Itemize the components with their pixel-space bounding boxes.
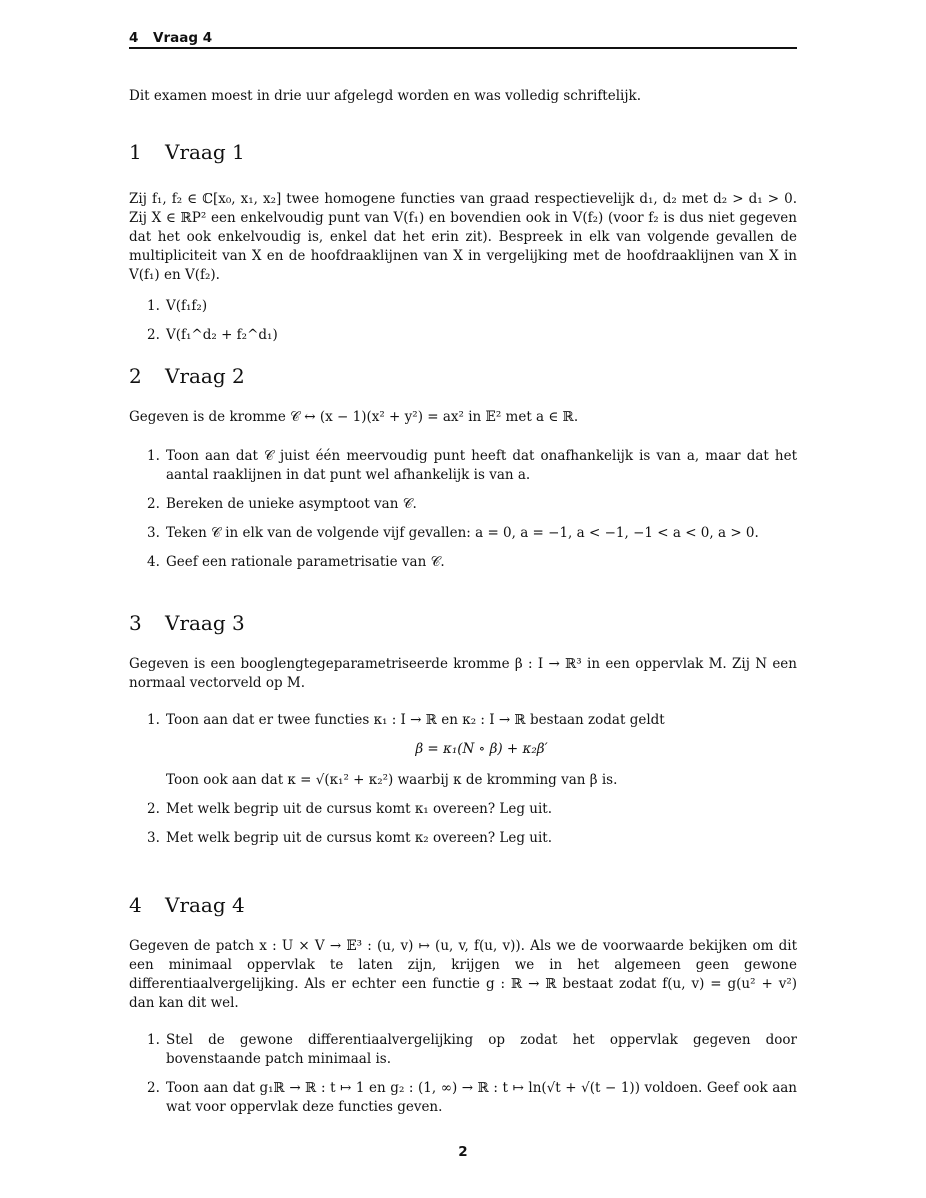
item-number: 4.: [147, 554, 160, 570]
item-number: 3.: [147, 525, 160, 541]
item-followup: Toon ook aan dat κ = √(κ₁² + κ₂²) waarbij κ de kromming van β is.: [166, 772, 618, 788]
section-title: [129, 893, 797, 917]
section-heading: Vraag 4: [165, 893, 245, 917]
list-item: [129, 524, 797, 543]
item-number: 1.: [147, 712, 160, 728]
section-vraag-1: [129, 140, 797, 355]
item-text: V(f₁^d₂ + f₂^d₁): [166, 327, 278, 343]
section-heading: Vraag 2: [165, 364, 245, 388]
section-body: Gegeven is een booglengtegeparametriseerde kromme β : I → ℝ³ in een oppervlak M. Zij N een normaal vectorveld op M.: [129, 656, 797, 691]
item-number: 2.: [147, 327, 160, 343]
list-item: [129, 553, 797, 572]
list-item: [129, 829, 797, 848]
item-text: Toon aan dat 𝒞 juist één meervoudig punt heeft dat onafhankelijk is van a, maar dat het aantal raaklijnen in dat punt wel afhankelijk is van a.: [166, 448, 797, 483]
item-number: 2.: [147, 801, 160, 817]
list-item: [129, 447, 797, 485]
list-item: [129, 326, 797, 345]
section-title: [129, 140, 797, 164]
section-title: [129, 364, 797, 388]
question-list: [129, 1031, 797, 1117]
question-list: [129, 447, 797, 572]
item-text: Geef een rationale parametrisatie van 𝒞.: [166, 554, 445, 570]
section-number: 3: [129, 611, 142, 635]
section-vraag-4: [129, 893, 797, 1127]
section-number: 1: [129, 140, 142, 164]
item-text: Stel de gewone differentiaalvergelijking op zodat het oppervlak gegeven door bovenstaande patch minimaal is.: [166, 1032, 797, 1067]
list-item: [129, 297, 797, 316]
item-number: 1.: [147, 1032, 160, 1048]
intro-text: Dit examen moest in drie uur afgelegd worden en was volledig schriftelijk.: [129, 88, 642, 104]
item-text: V(f₁f₂): [166, 298, 208, 314]
section-heading: Vraag 1: [165, 140, 245, 164]
item-text: Toon aan dat er twee functies κ₁ : I → ℝ en κ₂ : I → ℝ bestaan zodat geldt: [166, 712, 665, 728]
list-item: [129, 711, 797, 790]
item-text: Bereken de unieke asymptoot van 𝒞.: [166, 496, 417, 512]
item-text: Teken 𝒞 in elk van de volgende vijf gevallen: a = 0, a = −1, a < −1, −1 < a < 0, a > 0.: [166, 525, 759, 541]
section-vraag-2: [129, 364, 797, 582]
item-number: 3.: [147, 830, 160, 846]
item-number: 2.: [147, 1080, 160, 1096]
section-vraag-3: [129, 611, 797, 858]
item-text: Toon aan dat g₁ℝ → ℝ : t ↦ 1 en g₂ : (1, ∞) → ℝ : t ↦ ln(√t + √(t − 1)) voldoen. Geef ook aan wat voor oppervlak deze functies geven.: [166, 1080, 797, 1115]
item-number: 1.: [147, 298, 160, 314]
header-number: 4: [129, 30, 139, 46]
list-item: [129, 1031, 797, 1069]
header-title: Vraag 4: [153, 30, 213, 46]
section-number: 2: [129, 364, 142, 388]
display-formula: β = κ₁(N ∘ β) + κ₂β′: [415, 741, 548, 757]
question-list: [129, 711, 797, 848]
list-item: [129, 1079, 797, 1117]
section-title: [129, 611, 797, 635]
list-item: [129, 495, 797, 514]
section-body: Gegeven is de kromme 𝒞 ↔ (x − 1)(x² + y²) = ax² in 𝔼² met a ∈ ℝ.: [129, 409, 579, 425]
section-body: Gegeven de patch x : U × V → 𝔼³ : (u, v) ↦ (u, v, f(u, v)). Als we de voorwaarde bekijken om dit een minimaal oppervlak te laten zijn, krijgen we in het algemeen geen gewone differentiaalvergelijking. Als er echter een functie g : ℝ → ℝ bestaat zodat f(u, v) = g(u² + v²) dan kan dit wel.: [129, 938, 797, 1011]
item-number: 2.: [147, 496, 160, 512]
list-item: [129, 800, 797, 819]
running-header: [129, 30, 797, 46]
section-heading: Vraag 3: [165, 611, 245, 635]
header-rule: [129, 47, 797, 49]
item-number: 1.: [147, 448, 160, 464]
question-list: [129, 297, 797, 345]
section-body: Zij f₁, f₂ ∈ ℂ[x₀, x₁, x₂] twee homogene functies van graad respectievelijk d₁, d₂ met d₂ > d₁ > 0. Zij X ∈ ℝP² een enkelvoudig punt van V(f₁) en bovendien ook in V(f₂) (voor f₂ is dus niet gegeven dat het ook enkelvoudig is, enkel dat het erin zit). Bespreek in elk van volgende gevallen de multipliciteit van X en de hoofdraaklijnen van X in vergelijking met de hoofdraaklijnen van X in V(f₁) en V(f₂).: [129, 191, 797, 283]
item-text: Met welk begrip uit de cursus komt κ₁ overeen? Leg uit.: [166, 801, 553, 817]
page-number: 2: [458, 1144, 468, 1160]
item-text: Met welk begrip uit de cursus komt κ₂ overeen? Leg uit.: [166, 830, 553, 846]
section-number: 4: [129, 893, 142, 917]
